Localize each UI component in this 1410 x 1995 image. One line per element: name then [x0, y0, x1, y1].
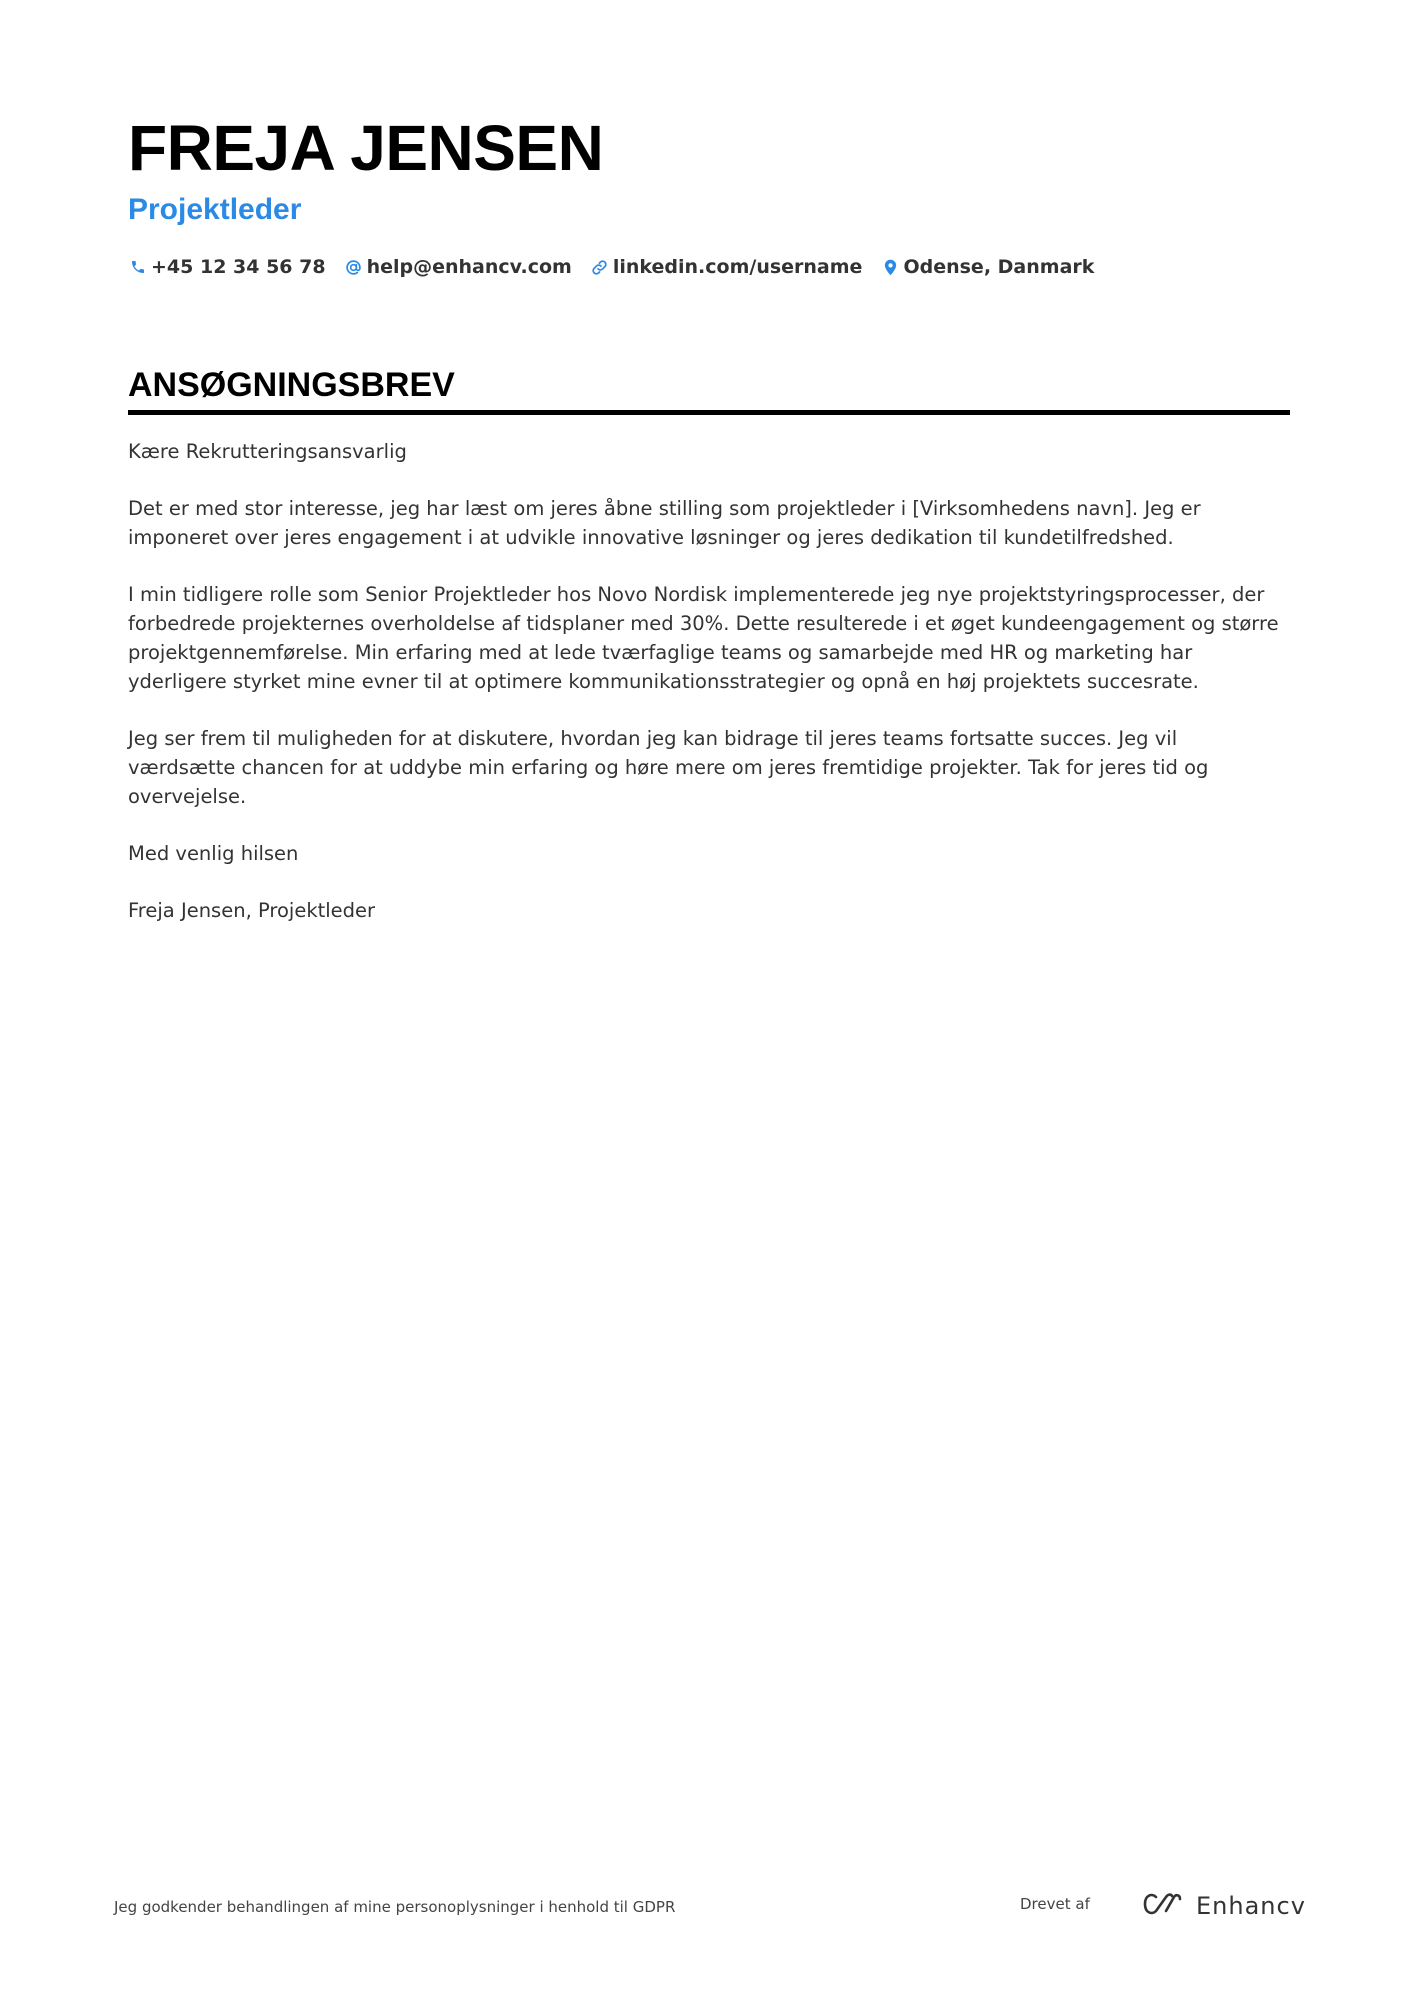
paragraph-experience: I min tidligere rolle som Senior Projektleder hos Novo Nordisk implementerede jeg nye projektstyringsprocesser, der forbedrede projekternes overholdelse af tidsplaner med 30%. Dette resulterede i et øget kundeengagement og større projektgennemførelse. Min erfaring med at lede tværfaglige teams og samarbejde med HR og marketing har yderligere styrket mine evner til at optimere kommunikationsstrategier og opnå en høj projektets succesrate.	[128, 583, 1279, 693]
link-icon	[590, 257, 610, 277]
header	[128, 108, 1288, 278]
contact-linkedin[interactable]	[590, 256, 863, 278]
contact-location	[880, 256, 1094, 278]
powered-by-label: Drevet af	[1020, 1895, 1090, 1913]
cover-letter-section	[128, 364, 1290, 953]
contact-phone	[128, 256, 326, 278]
contact-bar	[128, 256, 1288, 278]
email-address[interactable]: help@enhancv.com	[366, 256, 572, 278]
paragraph-intro: Det er med stor interesse, jeg har læst om jeres åbne stilling som projektleder i [Virksomhedens navn]. Jeg er imponeret over jeres engagement i at udvikle innovative løsninger og jeres dedikation til kundetilfredshed.	[128, 497, 1201, 549]
phone-icon	[128, 257, 148, 277]
letter-body	[128, 437, 1290, 925]
enhancv-brand[interactable]	[1138, 1890, 1306, 1922]
brand-name: Enhancv	[1196, 1892, 1306, 1920]
section-title: ANSØGNINGSBREV	[128, 364, 1290, 415]
gdpr-consent-text: Jeg godkender behandlingen af mine personoplysninger i henhold til GDPR	[114, 1898, 676, 1916]
paragraph-closing: Jeg ser frem til muligheden for at diskutere, hvordan jeg kan bidrage til jeres teams fortsatte succes. Jeg vil værdsætte chancen for at uddybe min erfaring og høre mere om jeres fremtidige projekter. Tak for jeres tid og overvejelse.	[128, 727, 1209, 808]
location-pin-icon	[880, 257, 900, 277]
applicant-name: FREJA JENSEN	[128, 112, 604, 184]
job-title: Projektleder	[128, 193, 302, 226]
at-icon	[344, 257, 364, 277]
closing-phrase: Med venlig hilsen	[128, 842, 299, 865]
location-text: Odense, Danmark	[903, 256, 1095, 278]
signature: Freja Jensen, Projektleder	[128, 899, 376, 922]
salutation: Kære Rekrutteringsansvarlig	[128, 440, 407, 463]
footer	[114, 1890, 1306, 1930]
contact-email[interactable]	[344, 256, 572, 278]
enhancv-logo-icon	[1138, 1890, 1186, 1922]
phone-number: +45 12 34 56 78	[151, 256, 326, 278]
linkedin-url[interactable]: linkedin.com/username	[612, 256, 863, 278]
